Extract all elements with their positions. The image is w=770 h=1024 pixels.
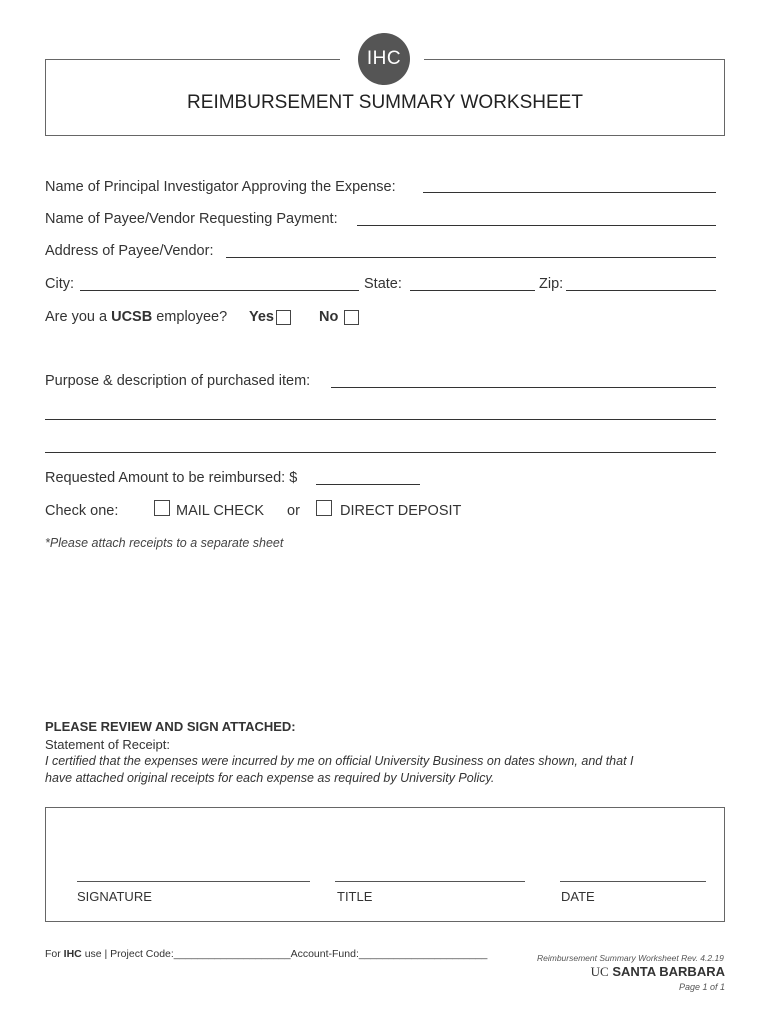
employee-org: UCSB: [111, 309, 153, 325]
direct-deposit-checkbox[interactable]: [316, 500, 332, 516]
check-one-label: Check one:: [45, 503, 119, 519]
pi-field[interactable]: [423, 192, 716, 193]
payee-label: Name of Payee/Vendor Requesting Payment:: [45, 211, 338, 227]
footer-revision: Reimbursement Summary Worksheet Rev. 4.2.19: [537, 953, 724, 963]
address-label: Address of Payee/Vendor:: [45, 243, 214, 259]
date-field[interactable]: [560, 881, 706, 882]
receipts-note: *Please attach receipts to a separate sheet: [45, 536, 284, 550]
signature-field[interactable]: [77, 881, 310, 882]
employee-suffix: employee?: [156, 309, 228, 325]
city-field[interactable]: [80, 290, 359, 291]
no-checkbox[interactable]: [344, 310, 359, 325]
footer-for-suffix: use | Project Code:____________________Account-Fund:______________________: [84, 948, 488, 960]
employee-question: [45, 309, 227, 325]
purpose-label: Purpose & description of purchased item:: [45, 373, 311, 389]
yes-label: Yes: [249, 309, 274, 325]
logo-text: IHC: [366, 48, 402, 69]
purpose-field-3[interactable]: [45, 452, 716, 453]
or-label: or: [287, 503, 300, 519]
direct-deposit-label: DIRECT DEPOSIT: [340, 503, 462, 519]
review-heading: PLEASE REVIEW AND SIGN ATTACHED:: [45, 719, 296, 734]
zip-field[interactable]: [566, 290, 716, 291]
statement-line-1: I certified that the expenses were incurred by me on official University Business on dates shown, and that I: [45, 754, 634, 768]
uc-prefix: UC: [590, 964, 609, 979]
title-label: TITLE: [337, 889, 373, 904]
employee-prefix: Are you a: [45, 309, 108, 325]
title-field[interactable]: [335, 881, 525, 882]
footer-usage: [45, 948, 487, 960]
mail-check-label: MAIL CHECK: [176, 503, 265, 519]
statement-line-2: have attached original receipts for each expense as required by University Policy.: [45, 771, 495, 785]
page-number: Page 1 of 1: [678, 982, 725, 992]
signature-box: [45, 807, 725, 922]
no-label: No: [319, 309, 339, 325]
city-label: City:: [45, 276, 74, 292]
amount-field[interactable]: [316, 484, 420, 485]
zip-label: Zip:: [539, 276, 564, 292]
page-title: REIMBURSEMENT SUMMARY WORKSHEET: [187, 92, 583, 113]
uc-santa-barbara-logo: [591, 964, 725, 980]
payee-field[interactable]: [357, 225, 716, 226]
footer-for-prefix: For: [45, 948, 61, 960]
signature-label: SIGNATURE: [77, 889, 152, 904]
address-field[interactable]: [226, 257, 716, 258]
footer-for-org: IHC: [63, 948, 82, 960]
state-field[interactable]: [410, 290, 535, 291]
yes-checkbox[interactable]: [276, 310, 291, 325]
mail-check-checkbox[interactable]: [154, 500, 170, 516]
pi-label: Name of Principal Investigator Approving the Expense:: [45, 179, 396, 195]
statement-label: Statement of Receipt:: [45, 737, 171, 752]
ihc-logo: [358, 33, 410, 85]
amount-label: Requested Amount to be reimbursed: $: [45, 470, 298, 486]
purpose-field-2[interactable]: [45, 419, 716, 420]
purpose-field-1[interactable]: [331, 387, 716, 388]
uc-campus: SANTA BARBARA: [612, 964, 725, 979]
state-label: State:: [364, 276, 402, 292]
date-label: DATE: [561, 889, 595, 904]
